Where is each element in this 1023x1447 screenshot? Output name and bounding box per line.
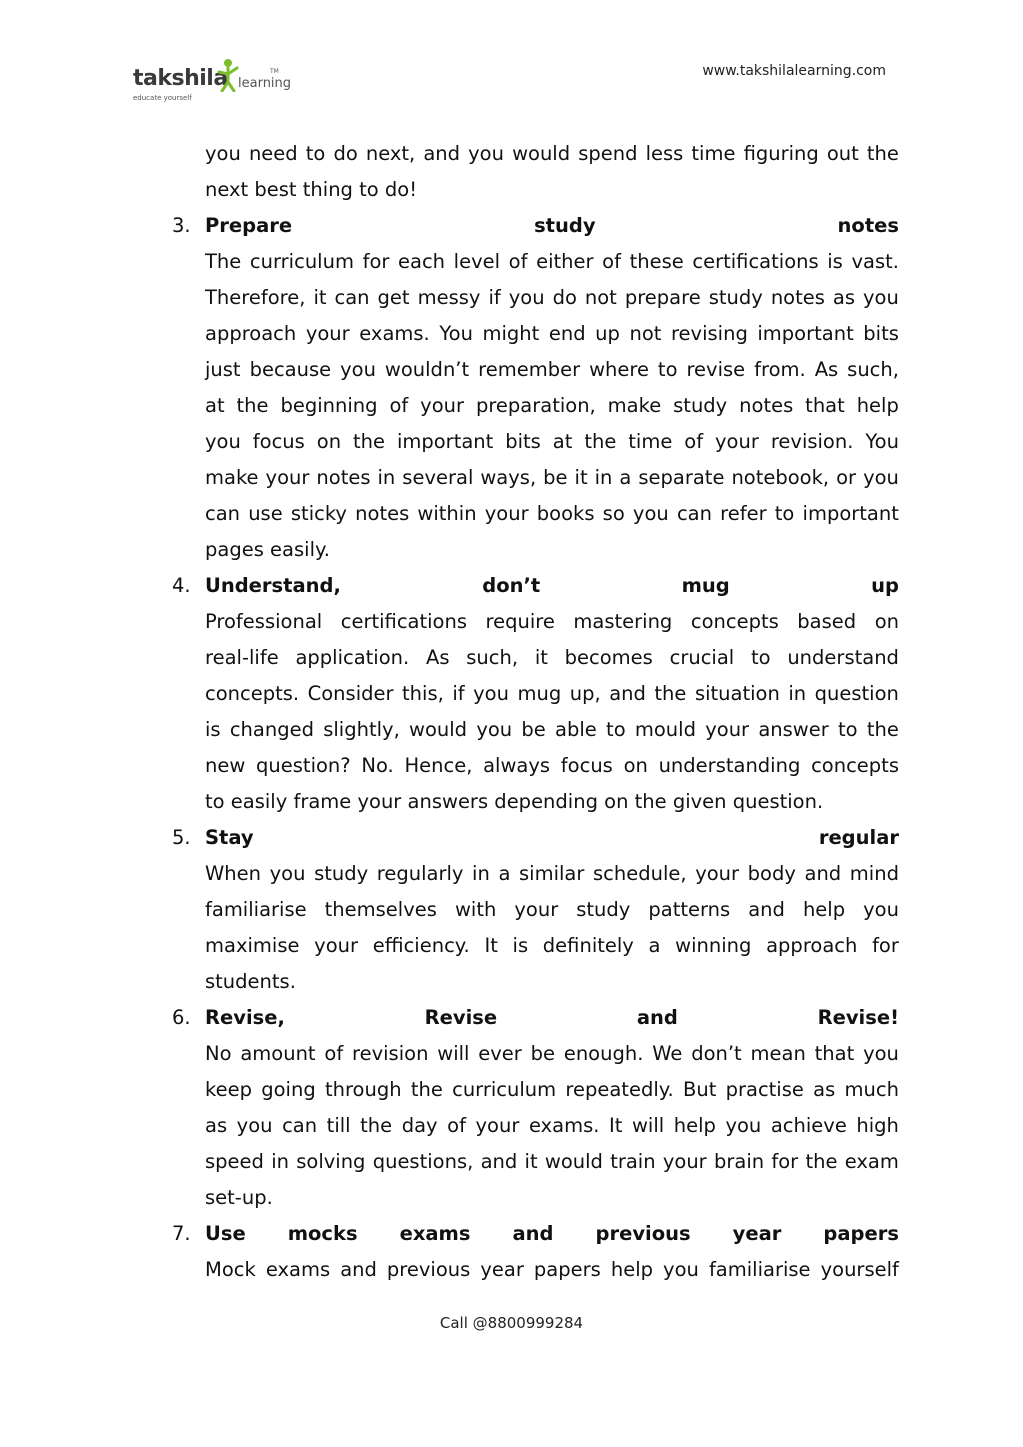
title-word: previous xyxy=(595,1222,691,1245)
text-line: you focus on the important bits at the time of your revision. You xyxy=(205,430,899,453)
list-item-number: 3. xyxy=(172,214,191,237)
title-word: exams xyxy=(399,1222,471,1245)
logo-learning-text: learning xyxy=(238,76,292,91)
list-item-number: 5. xyxy=(172,826,191,849)
title-word: mocks xyxy=(287,1222,358,1245)
list-item-title xyxy=(205,208,899,244)
list-item-number: 4. xyxy=(172,574,191,597)
title-word: regular xyxy=(818,826,899,849)
footer-call: Call @8800999284 xyxy=(439,1314,584,1332)
text-line: can use sticky notes within your books so you can refer to important xyxy=(205,502,899,525)
text-line: concepts. Consider this, if you mug up, and the situation in question xyxy=(205,682,899,705)
title-word: Understand, xyxy=(205,574,341,597)
list-item-heading xyxy=(172,1216,899,1252)
title-word: Revise xyxy=(424,1006,498,1029)
text-line: pages easily. xyxy=(205,538,330,561)
text-line: make your notes in several ways, be it in a separate notebook, or you xyxy=(205,466,899,489)
text-line: Mock exams and previous year papers help you familiarise yourself xyxy=(205,1258,899,1281)
logo-wordmark: takshila xyxy=(133,66,228,91)
text-line: at the beginning of your preparation, make study notes that help xyxy=(205,394,899,417)
text-line: familiarise themselves with your study patterns and help you xyxy=(205,898,899,921)
text-line: set-up. xyxy=(205,1186,273,1209)
text-line: real-life application. As such, it becomes crucial to understand xyxy=(205,646,899,669)
page-header xyxy=(0,0,1023,110)
list-item-paragraph xyxy=(172,604,899,820)
title-word: Revise! xyxy=(817,1006,899,1029)
title-word: study xyxy=(534,214,596,237)
list-item xyxy=(172,1000,899,1216)
title-word: and xyxy=(636,1006,678,1029)
text-line: Therefore, it can get messy if you do not prepare study notes as you xyxy=(205,286,899,309)
text-line: Professional certifications require mastering concepts based on xyxy=(205,610,899,633)
document-body xyxy=(172,136,899,1288)
intro-paragraph xyxy=(172,136,899,208)
text-line: speed in solving questions, and it would train your brain for the exam xyxy=(205,1150,899,1173)
title-word: and xyxy=(512,1222,554,1245)
logo-figure-icon xyxy=(216,58,240,92)
list-item-title xyxy=(205,568,899,604)
numbered-list xyxy=(172,208,899,1288)
title-word: Stay xyxy=(205,826,254,849)
title-word: Prepare xyxy=(205,214,293,237)
title-word: year xyxy=(732,1222,782,1245)
text-line: you need to do next, and you would spend less time figuring out the xyxy=(205,142,899,165)
list-item-number: 6. xyxy=(172,1006,191,1029)
title-word: notes xyxy=(837,214,899,237)
list-item-heading xyxy=(172,1000,899,1036)
list-item xyxy=(172,208,899,568)
list-item-paragraph xyxy=(172,244,899,568)
title-word: up xyxy=(871,574,899,597)
list-item xyxy=(172,820,899,1000)
text-line: approach your exams. You might end up not revising important bits xyxy=(205,322,899,345)
list-item-title xyxy=(205,1216,899,1252)
title-word: Use xyxy=(205,1222,246,1245)
text-line: When you study regularly in a similar schedule, your body and mind xyxy=(205,862,899,885)
site-url: www.takshilalearning.com xyxy=(702,63,886,79)
list-item-title xyxy=(205,820,899,856)
takshila-logo xyxy=(130,56,290,112)
text-line: next best thing to do! xyxy=(205,178,418,201)
text-line: to easily frame your answers depending on the given question. xyxy=(205,790,824,813)
text-line: as you can till the day of your exams. It will help you achieve high xyxy=(205,1114,899,1137)
text-line: maximise your efficiency. It is definitely a winning approach for xyxy=(205,934,899,957)
list-item xyxy=(172,568,899,820)
title-word: Revise, xyxy=(205,1006,285,1029)
text-line: keep going through the curriculum repeatedly. But practise as much xyxy=(205,1078,899,1101)
list-item-paragraph xyxy=(172,1036,899,1216)
list-item-paragraph xyxy=(172,856,899,1000)
logo-tagline: educate yourself xyxy=(133,94,192,102)
text-line: The curriculum for each level of either of these certifications is vast. xyxy=(205,250,899,273)
list-item-heading xyxy=(172,568,899,604)
title-word: mug xyxy=(681,574,730,597)
text-line: new question? No. Hence, always focus on understanding concepts xyxy=(205,754,899,777)
logo-trademark: TM xyxy=(270,68,279,75)
text-line: is changed slightly, would you be able to mould your answer to the xyxy=(205,718,899,741)
text-line: just because you wouldn’t remember where to revise from. As such, xyxy=(205,358,899,381)
list-item-number: 7. xyxy=(172,1222,191,1245)
list-item-heading xyxy=(172,820,899,856)
text-line: No amount of revision will ever be enough. We don’t mean that you xyxy=(205,1042,899,1065)
list-item-title xyxy=(205,1000,899,1036)
list-item-heading xyxy=(172,208,899,244)
list-item xyxy=(172,1216,899,1288)
title-word: don’t xyxy=(482,574,541,597)
text-line: students. xyxy=(205,970,296,993)
title-word: papers xyxy=(823,1222,899,1245)
list-item-paragraph xyxy=(172,1252,899,1288)
